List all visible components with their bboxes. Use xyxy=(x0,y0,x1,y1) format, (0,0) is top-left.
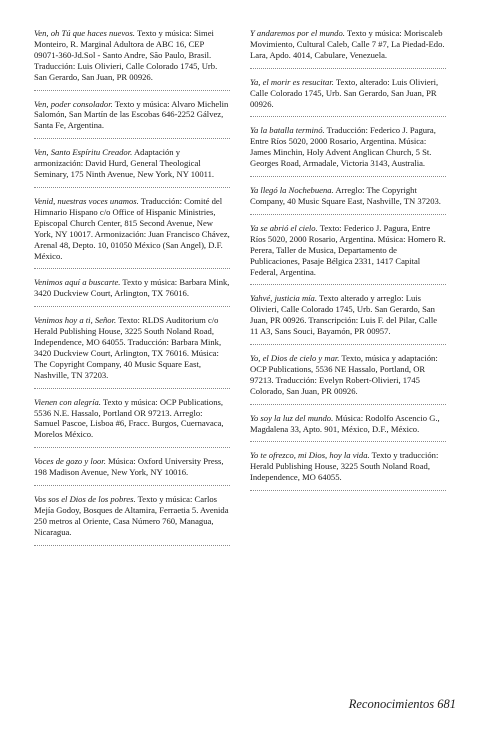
credit-text: Música: Rodolfo Ascencio G., Magdalena 33, Apto. 901, México, D.F., México. xyxy=(250,412,440,434)
credit-entry xyxy=(34,315,230,388)
hymn-title: Ven, oh Tú que haces nuevos. xyxy=(34,28,135,38)
hymn-title: Yo te ofrezco, mi Dios, hoy la vida. xyxy=(250,450,370,461)
credit-entry xyxy=(250,450,446,491)
hymn-title: Venid, nuestras voces unamos. xyxy=(34,195,139,206)
hymn-title: Yo soy la luz del mundo. xyxy=(250,412,334,423)
credit-text: Texto y música: Moriscaleb Movimiento, Cultural Caleb, Calle 7 #7, La Piedad-Edo. Lara, Apdo. 4014, Cabulare, Venezuela. xyxy=(250,28,445,60)
credit-text: Texto y traducción: Herald Publishing House, 3225 South Noland Road, Independence, MO 64055. xyxy=(250,450,439,483)
hymn-title: Ya la batalla terminó. xyxy=(250,125,325,136)
credit-entry xyxy=(34,196,230,269)
credit-entry xyxy=(250,293,446,345)
hymn-title: Ya llegó la Nochebuena. xyxy=(250,185,334,196)
hymn-title: Ven, poder consolador. xyxy=(34,98,113,109)
hymn-title: Vos sos el Dios de los pobres. xyxy=(34,494,136,505)
hymn-title: Venimos hoy a ti, Señor. xyxy=(34,315,117,326)
credit-text: Texto: Federico J. Pagura, Entre Ríos 5020, 2000 Rosario, Argentina. Música: Homero R. Perera, Taller de Musica, Departamento de Publicaciones, Pasaje Bélgica 2331, 1417 Capital Federal, Argentina. xyxy=(250,222,446,277)
credit-entry xyxy=(34,277,230,307)
credit-entry xyxy=(250,77,446,118)
credit-entry xyxy=(250,28,446,69)
credit-text: Texto y música: Barbara Mink, 3420 Duckview Court, Arlington, TX 76016. xyxy=(34,277,230,299)
credit-text: Texto, música y adaptación: OCP Publications, 5536 NE Hassalo, Portland, OR 97213. Traducción: Evelyn Robert-Olivieri, 1745 Colorado, San Juan, PR 00926. xyxy=(250,353,438,396)
left-column xyxy=(34,28,230,554)
credit-text: Traducción: Federico J. Pagura, Entre Ríos 5020, 2000 Rosario, Argentina. Música: James Minchin, Holy Advent Anglican Church, 5 St. Georges Road, Armadale, Victoria 3143, Australia. xyxy=(250,125,436,169)
credit-entry xyxy=(34,28,230,91)
credit-text: Arreglo: The Copyright Company, 40 Music Square East, Nashville, TN 37203. xyxy=(250,185,441,206)
credit-text: Texto y música: Simei Monteiro, R. Marginal Adultora de ABC 16, CEP 09071-360-Jd.Sol - Santo Andre, São Paulo, Brasil. Traducción: Luis Olivieri, Calle Colorado 1745, Urb. San Gerardo, San Juan, PR 00926. xyxy=(34,28,218,82)
hymn-title: Voces de gozo y loor. xyxy=(34,456,106,467)
credit-entry xyxy=(250,185,446,215)
credit-entry xyxy=(250,223,446,286)
credit-text: Traducción: Comité del Himnario Hispano c/o Office of Hispanic Ministries, Episcopal Church Center, 815 Second Avenue, New York, NY 10017. Armonización: Juan Francisco Chávez, Arenal 48, Depto. 10, 01050 México (San Angel), D.F. México. xyxy=(34,195,230,261)
credit-entry xyxy=(34,397,230,449)
credit-entry xyxy=(250,413,446,443)
hymn-title: Y andaremos por el mundo. xyxy=(250,28,345,38)
hymn-title: Venimos aquí a buscarte. xyxy=(34,277,121,288)
hymn-title: Ya, el morir es resucitar. xyxy=(250,76,334,87)
hymn-title: Yahvé, justicia mía. xyxy=(250,293,317,304)
credit-text: Texto y música: OCP Publications, 5536 N.E. Hassalo, Portland OR 97213. Arreglo: Samuel Pascoe, Lisboa #6, Fracc. Burgos, Cuernavaca, Morelos México. xyxy=(34,396,224,440)
credit-text: Texto, alterado: Luis Olivieri, Calle Colorado 1745, Urb. San Gerardo, San Juan, PR 00926. xyxy=(250,76,439,109)
credit-entry xyxy=(34,147,230,188)
credit-text: Adaptación y armonización: David Hurd, General Theological Seminary, 175 Ninth Avenue, New York, NY 10011. xyxy=(34,147,215,180)
hymn-title: Vienen con alegría. xyxy=(34,396,101,407)
hymn-title: Ven, Santo Espíritu Creador. xyxy=(34,147,133,158)
right-column xyxy=(250,28,446,499)
credit-text: Texto: RLDS Auditorium c/o Herald Publishing House, 3225 South Noland Road, Independence, MO 64055. Traducción: Barbara Mink, 3420 Duckview Court, Arlington, TX 76016. Música: The Copyright Company, 40 Music Square East, Nashville, TN 37203. xyxy=(34,315,222,380)
hymn-title: Yo, el Dios de cielo y mar. xyxy=(250,353,340,364)
credit-entry xyxy=(34,456,230,486)
hymn-title: Ya se abrió el cielo. xyxy=(250,222,318,233)
page-footer: Reconocimientos 681 xyxy=(348,697,456,711)
credit-entry xyxy=(34,494,230,546)
credit-text: Texto y música: Alvaro Michelin Salomón, San Martín de las Escobas 646-2252 Gálvez, Santa Fe, Argentina. xyxy=(34,98,229,131)
credit-text: Texto y música: Carlos Mejía Godoy, Bosques de Altamira, Ferraetia 5. Avenida 250 metros al Oriente, Casa Número 760, Managua, Nicaragua. xyxy=(34,494,229,537)
credit-entry xyxy=(250,125,446,177)
credit-entry xyxy=(34,99,230,140)
credit-entry xyxy=(250,353,446,405)
credit-text: Texto alterado y arreglo: Luis Olivieri, Calle Colorado 1745, Urb. San Gerardo, San Juan, PR 00926. Transcripción: Luis F. del Pilar, Calle 11 A3, Sans Souci, Bayamón, PR 00957. xyxy=(250,293,438,337)
credit-text: Música: Oxford University Press, 198 Madison Avenue, New York, NY 10016. xyxy=(34,456,224,478)
